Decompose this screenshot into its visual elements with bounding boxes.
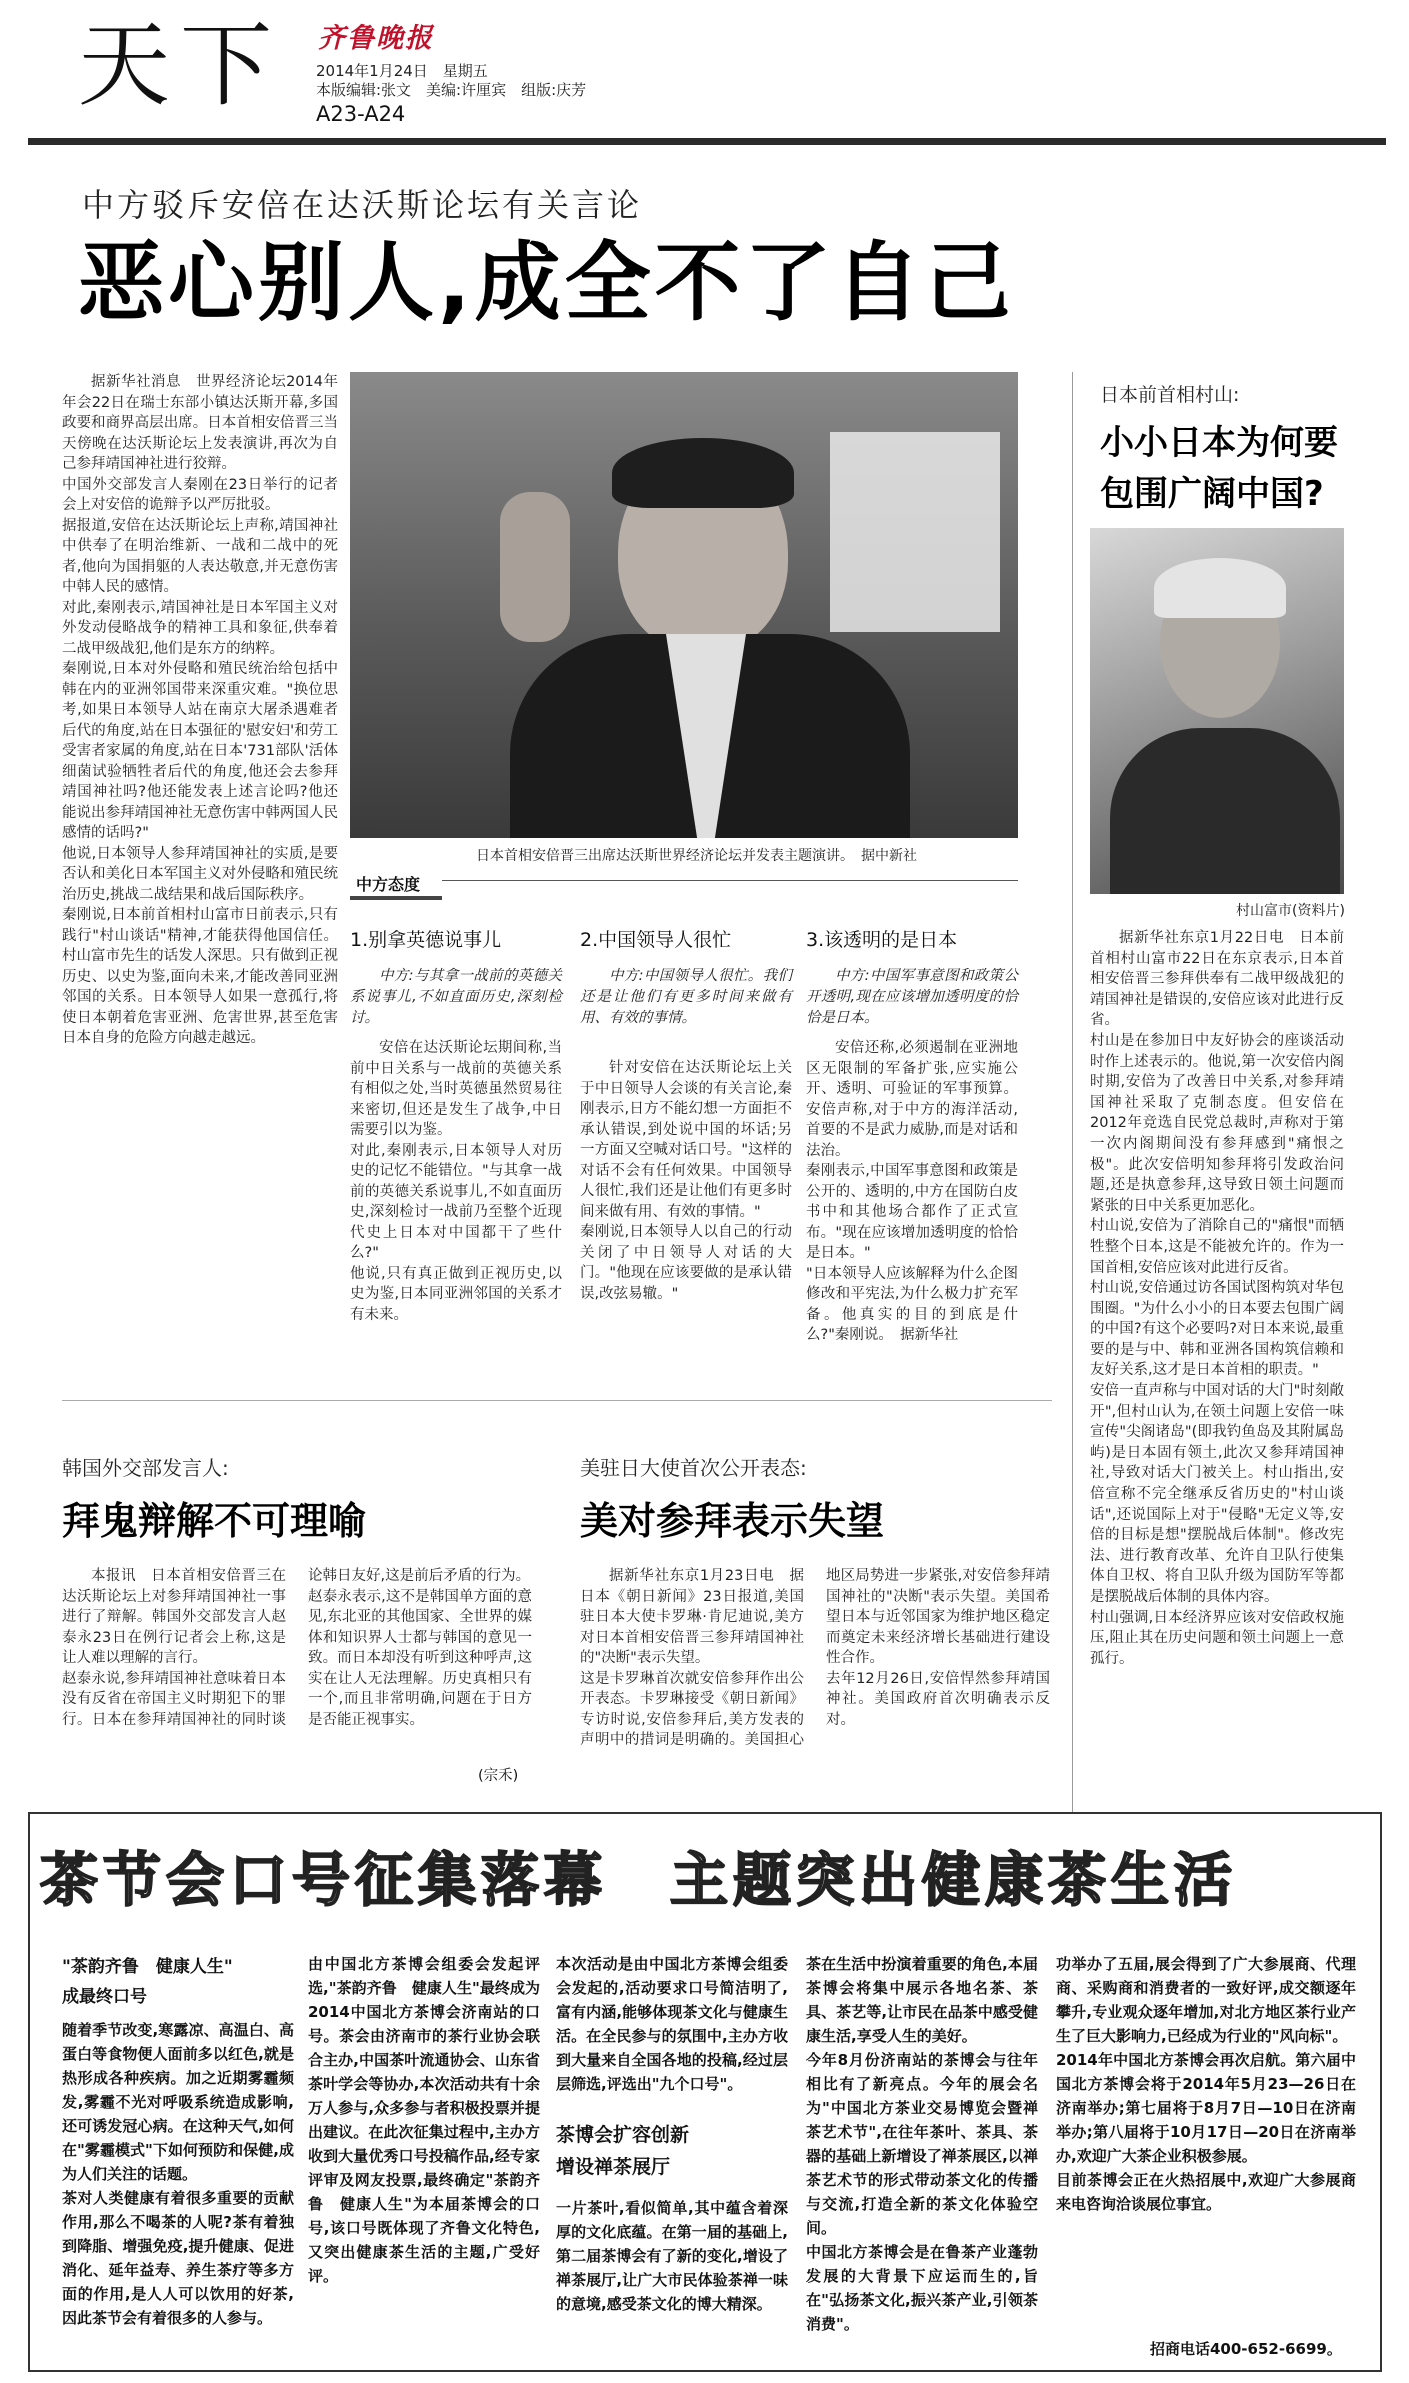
stance-col2-title: 2.中国领导人很忙 xyxy=(580,929,732,951)
murayama-headline-2: 包围广阔中国? xyxy=(1100,474,1324,514)
stance-col2-body: 针对安倍在达沃斯论坛上关于中日领导人会谈的有关言论,秦刚表示,日方不能幻想一方面拒不承认错误,到处说中国的坏话;另一方面又空喊对话口号。"这样的对话不会有任何效果。中国领导人很忙,我们还是让他们有更多时间来做有用、有效的事情。" 秦刚说,日本领导人以自己的行动关闭了中日领导人对话的大门。"他现在应该要做的是承认错误,改弦易辙。" xyxy=(580,1060,792,1302)
person-hair xyxy=(612,438,794,508)
ad-col5: 功举办了五届,展会得到了广大参展商、代理商、采购商和消费者的一致好评,成交额逐年攀升,专业观众逐年增加,对北方地区茶行业产生了巨大影响力,已经成为行业的"风向标"。 2014年中国北方茶博会再次启航。第六届中国北方茶博会将于2014年5月23—26日在济南举办;第七届将于8月7日—10日在济南举办;第八届将于10月17日—20日在济南举办,欢迎广大茶企业积极参展。 目前茶博会正在火热招展中,欢迎广大参展商来电咨询洽谈展位事宜。 xyxy=(1056,1955,1356,2213)
stance-col2-quote: 中方:中国领导人很忙。我们还是让他们有更多时间来做有用、有效的事情。 xyxy=(580,968,792,1026)
murayama-body: 据新华社东京1月22日电 日本前首相村山富市22日在东京表示,日本首相安倍晋三参拜供奉有二战甲级战犯的靖国神社是错误的,安倍应该对此进行反省。 村山是在参加日中友好协会的座谈活动时作上述表示的。他说,第一次安倍内阁时期,安倍为了改善日中关系,对参拜靖国神社采取了克制态度。但安倍在2012年竞选自民党总裁时,声称对于第一次内阁期间没有参拜感到"痛恨之极"。此次安倍明知参拜将引发政治问题,还是执意参拜,这导致日领土问题而紧张的日中关系更加恶化。 村山说,安倍为了消除自己的"痛恨"而牺牲整个日本,这是不能被允许的。作为一国首相,安倍应该对此进行反省。 村山说,安倍通过访各国试图构筑对华包围圈。"为什么小小的日本要去包围广阔的中国?有这个必要吗?对日本来说,最重要的是与中、韩和亚洲各国构筑信赖和友好关系,这才是日本首相的职责。" 安倍一直声称与中国对话的大门"时刻敞开",但村山认为,在领土问题上安倍一味宣传"尖阁诸岛"(即我钓鱼岛及其附属岛屿)是日本固有领土,此次又参拜靖国神社,导致对话大门被关上。村山指出,安倍宣称不完全继承反省历史的"村山谈话",还说国际上对于"侵略"无定义等,安倍的目标是想"摆脱战后体制"。修改宪法、进行教育改革、允许自卫队行使集体自卫权、将自卫队升级为国防军等都是摆脱战后体制的具体内容。 村山强调,日本经济界应该对安倍政权施压,阻止其在历史问题和领土问题上一意孤行。 xyxy=(1090,930,1344,1667)
stance-col1-title: 1.别拿英德说事儿 xyxy=(350,929,502,951)
ad-hotline: 招商电话400-652-6699。 xyxy=(1150,2340,1342,2358)
murayama-headline-1: 小小日本为何要 xyxy=(1100,423,1338,463)
raised-hand xyxy=(500,492,570,642)
ad-slogan: "茶韵齐鲁 健康人生" xyxy=(62,1957,233,1977)
murayama-suit xyxy=(1110,728,1340,894)
stance-col3-title: 3.该透明的是日本 xyxy=(806,929,958,951)
lead-body: 据新华社消息 世界经济论坛2014年年会22日在瑞士东部小镇达沃斯开幕,多国政要和商界高层出席。日本首相安倍晋三当天傍晚在达沃斯论坛上发表演讲,再次为自己参拜靖国神社进行狡辩。 中国外交部发言人秦刚在23日举行的记者会上对安倍的诡辩予以严厉批驳。 据报道,安倍在达沃斯论坛上声称,靖国神社中供奉了在明治维新、一战和二战中的死者,他向为国捐躯的人表达敬意,并无意伤害中韩人民的感情。 对此,秦刚表示,靖国神社是日本军国主义对外发动侵略战争的精神工具和象征,供奉着二战甲级战犯,他们是东方的纳粹。 秦刚说,日本对外侵略和殖民统治给包括中韩在内的亚洲邻国带来深重灾难。"换位思考,如果日本领导人站在南京大屠杀遇难者后代的角度,站在日本强征的'慰安妇'和劳工受害者家属的角度,站在日本'731部队'活体细菌试验牺牲者后代的角度,他还会去参拜靖国神社吗?他还能发表上述言论吗?他还能说出参拜靖国神社无意伤害中韩两国人民感情的话吗?" 他说,日本领导人参拜靖国神社的实质,是要否认和美化日本军国主义对外侵略和殖民统治历史,挑战二战结果和战后国际秩序。 秦刚说,日本前首相村山富市日前表示,只有践行"村山谈话"精神,才能获得他国信任。村山富市先生的话发人深思。只有做到正视历史、以史为鉴,面向未来,才能改善同亚洲邻国的关系。日本领导人如果一意孤行,将使日本朝着危害亚洲、危害世界,甚至危害日本自身的危险方向越走越远。 xyxy=(62,374,338,1046)
ad-col3-head: 茶博会扩容创新 xyxy=(556,2124,690,2146)
stance-rule xyxy=(350,880,1018,881)
ad-slogan-sub: 成最终口号 xyxy=(62,1987,147,2007)
right-column-rule xyxy=(1072,372,1073,1812)
section-title: 天下 xyxy=(78,12,283,119)
ad-col1: 随着季节改变,寒露凉、高温白、高蛋白等食物便人面前多以红色,就是热形成各种疾病。加之近期雾霾频发,雾霾不光对呼吸系统造成影响,还可诱发冠心病。在这种天气,如何在"雾霾模式"下如何预防和保健,成为人们关注的话题。 茶对人类健康有着很多重要的贡献作用,那么不喝茶的人呢?茶有着独到降脂、增强免疫,提升健康、促进消化、延年益寿、养生茶疗等多方面的作用,是人人可以饮用的好茶,因此茶节会有着很多的人参与。 xyxy=(62,2021,294,2327)
us-body: 据新华社东京1月23日电 据日本《朝日新闻》23日报道,美国驻日本大使卡罗琳·肯尼迪说,美方对日本首相安倍晋三参拜靖国神社的"决断"表示失望。 这是卡罗琳首次就安倍参拜作出公开表态。卡罗琳接受《朝日新闻》专访时说,安倍参拜后,美方发表的声明中的措词是明确的。美国担心地区局势进一步紧张,对安倍参拜靖国神社的"决断"表示失望。美国希望日本与近邻国家为维护地区稳定而奠定未来经济增长基础进行建设性合作。 去年12月26日,安倍悍然参拜靖国神社。美国政府首次明确表示反对。 xyxy=(580,1568,1050,1748)
stance-col1-quote: 中方:与其拿一战前的英德关系说事儿,不如直面历史,深刻检讨。 xyxy=(350,968,562,1026)
lead-headline: 恶心别人,成全不了自己 xyxy=(78,233,1015,333)
page-range: A23-A24 xyxy=(316,102,406,126)
korea-top-rule xyxy=(62,1400,1052,1401)
date-line: 2014年1月24日 星期五 xyxy=(316,62,488,80)
murayama-photo xyxy=(1090,528,1344,894)
ad-banner: 茶节会口号征集落幕 主题突出健康茶生活 xyxy=(40,1846,1238,1914)
ad-col3-sub: 增设禅茶展厅 xyxy=(556,2156,671,2178)
us-kicker: 美驻日大使首次公开表态: xyxy=(580,1456,807,1480)
ad-col4: 茶在生活中扮演着重要的角色,本届茶博会将集中展示各地名茶、茶具、茶艺等,让市民在品茶中感受健康生活,享受人生的美好。 今年8月份济南站的茶博会与往年相比有了新亮点。今年的展会名为"中国北方茶业交易博览会暨禅茶艺术节",在往年茶叶、茶具、茶器的基础上新增设了禅茶展区,以禅茶艺术节的形式带动茶文化的传播与交流,打造全新的茶文化体验空间。 中国北方茶博会是在鲁茶产业蓬勃发展的大背景下应运而生的,旨在"弘扬茶文化,振兴茶产业,引领茶消费"。 xyxy=(806,1955,1038,2333)
lead-photo-caption: 日本首相安倍晋三出席达沃斯世界经济论坛并发表主题演讲。 据中新社 xyxy=(476,848,917,864)
korea-kicker: 韩国外交部发言人: xyxy=(62,1456,229,1480)
photo-backdrop-text xyxy=(830,432,1000,632)
stance-col3-body: 安倍还称,必须遏制在亚洲地区无限制的军备扩张,应实施公开、透明、可验证的军事预算。安倍声称,对于中方的海洋活动,首要的不是武力威胁,而是对话和法治。 秦刚表示,中国军事意图和政策是公开的、透明的,中方在国防白皮书中和其他场合都作了正式宣布。"现在应该增加透明度的恰恰是日本。" "日本领导人应该解释为什么企图修改和平宪法,为什么极力扩充军备。他真实的目的到底是什么?"秦刚说。 据新华社 xyxy=(806,1040,1018,1343)
korea-headline: 拜鬼辩解不可理喻 xyxy=(62,1499,367,1543)
editor-line: 本版编辑:张文 美编:许厘宾 组版:庆芳 xyxy=(316,81,587,99)
masthead-rule xyxy=(28,138,1386,145)
us-headline: 美对参拜表示失望 xyxy=(580,1499,885,1543)
murayama-photo-caption: 村山富市(资料片) xyxy=(1236,903,1345,919)
ad-col2: 由中国北方茶博会组委会发起评选,"茶韵齐鲁 健康人生"最终成为2014中国北方茶博会济南站的口号。茶会由济南市的茶行业协会联合主办,中国茶叶流通协会、山东省茶叶学会等协办,本次活动共有十余万人参与,众多参与者积极投票并提出建议。在此次征集过程中,主办方收到大量优秀口号投稿作品,经专家评审及网友投票,最终确定"茶韵齐鲁 健康人生"为本届茶博会的口号,该口号既体现了齐鲁文化特色,又突出健康茶生活的主题,广受好评。 xyxy=(308,1955,540,2285)
murayama-kicker: 日本前首相村山: xyxy=(1100,384,1240,406)
abe-photo xyxy=(350,372,1018,838)
stance-col3-quote: 中方:中国军事意图和政策公开透明,现在应该增加透明度的恰恰是日本。 xyxy=(806,968,1018,1026)
stance-label: 中方态度 xyxy=(356,875,421,894)
lead-kicker: 中方驳斥安倍在达沃斯论坛有关言论 xyxy=(82,186,643,224)
murayama-hair xyxy=(1154,558,1286,618)
stance-col1-body: 安倍在达沃斯论坛期间称,当前中日关系与一战前的英德关系有相似之处,当时英德虽然贸易往来密切,但还是发生了战争,中日需要引以为鉴。 对此,秦刚表示,日本领导人对历史的记忆不能错位。"与其拿一战前的英德关系说事儿,不如直面历史,深刻检讨一战前乃至整个近现代史上日本对中国都干了些什么?" 他说,只有真正做到正视历史,以史为鉴,日本同亚洲邻国的关系才有未来。 xyxy=(350,1040,562,1323)
korea-body: 本报讯 日本首相安倍晋三在达沃斯论坛上对参拜靖国神社一事进行了辩解。韩国外交部发言人赵泰永23日在例行记者会上称,这是让人难以理解的言行。 赵泰永说,参拜靖国神社意味着日本没有反省在帝国主义时期犯下的罪行。日本在参拜靖国神社的同时谈论韩日友好,这是前后矛盾的行为。 赵泰永表示,这不是韩国单方面的意见,东北亚的其他国家、全世界的媒体和知识界人士都与韩国的意见一致。而日本却没有听到这种呼声,这实在让人无法理解。历史真相只有一个,而且非常明确,问题在于日方是否能正视事实。 xyxy=(62,1568,532,1728)
ad-col3: 本次活动是由中国北方茶博会组委会发起的,活动要求口号简洁明了,富有内涵,能够体现茶文化与健康生活。在全民参与的氛围中,主办方收到大量来自全国各地的投稿,经过层层筛选,评选出"九个口号"。 xyxy=(556,1955,788,2093)
korea-sign: (宗禾) xyxy=(478,1768,519,1784)
newspaper-logo: 齐鲁晚报 xyxy=(318,23,434,54)
ad-col3-tail: 一片茶叶,看似简单,其中蕴含着深厚的文化底蕴。在第一届的基础上,第二届茶博会有了新的变化,增设了禅茶展厅,让广大市民体验茶禅一味的意境,感受茶文化的博大精深。 xyxy=(556,2199,788,2313)
